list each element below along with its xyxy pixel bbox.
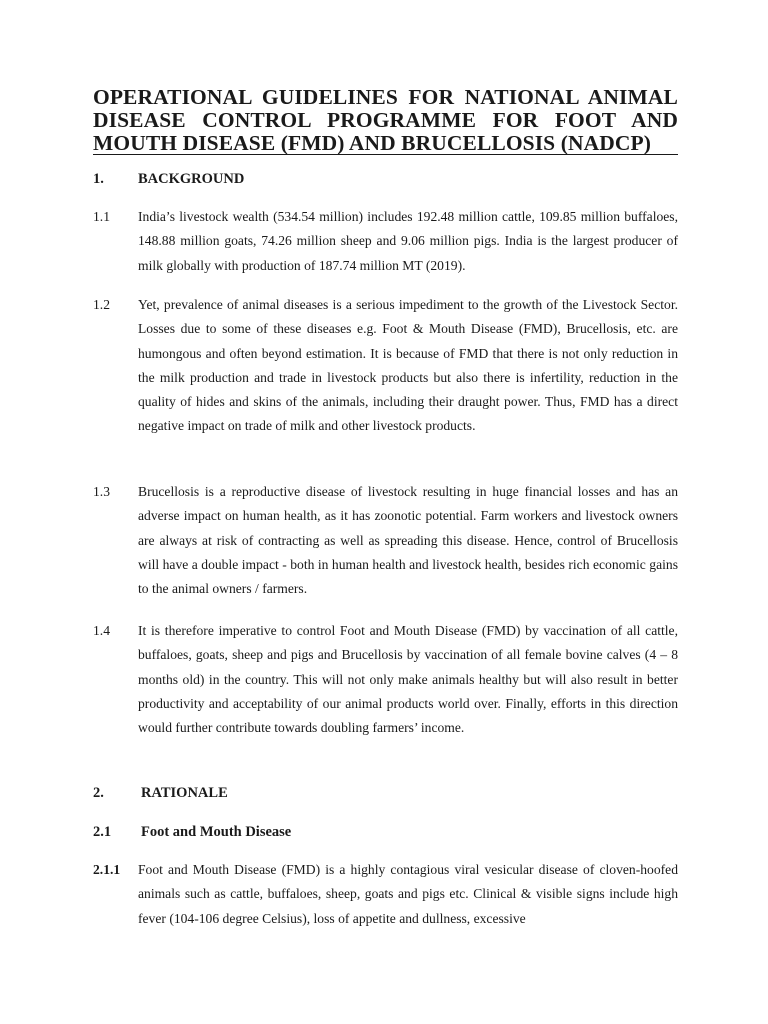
paragraph-text: Brucellosis is a reproductive disease of livestock resulting in huge financial losses and has an adverse impact on human health, as it has zoonotic potential. Farm workers and livestock owners are always at risk of contracting as well as spreading this disease. Hence, control of Brucellosis will have a double impact - both in human health and livestock health, besides rich economic gains to the animal owners / farmers. bbox=[138, 484, 678, 597]
document-title: OPERATIONAL GUIDELINES FOR NATIONAL ANIMAL DISEASE CONTROL PROGRAMME FOR FOOT AND MOUTH DISEASE (FMD) AND BRUCELLOSIS (NADCP) bbox=[93, 85, 678, 155]
paragraph-text: Foot and Mouth Disease (FMD) is a highly contagious viral vesicular disease of cloven-hoofed animals such as cattle, buffaloes, sheep, goats and pigs etc. Clinical & visible signs include high fever (104-106 degree Celsius), loss of appetite and dullness, excessive bbox=[138, 862, 678, 926]
section-heading-background bbox=[93, 170, 678, 188]
title-underline bbox=[93, 154, 678, 155]
paragraph-number: 2.1.1 bbox=[93, 862, 121, 877]
section-number: 2. bbox=[93, 785, 104, 801]
subsection-number: 2.1 bbox=[93, 824, 112, 840]
paragraph-text: Yet, prevalence of animal diseases is a serious impediment to the growth of the Livestock Sector. Losses due to some of these diseases e.g. Foot & Mouth Disease (FMD), Brucellosis, etc. are humongous and often beyond estimation. It is because of FMD that there is not only reduction in the milk production and trade in livestock products but also there is infertility, reduction in the quality of hides and skins of the animals, including their draught power. Thus, FMD has a direct negative impact on trade of milk and other livestock products. bbox=[138, 297, 678, 434]
section-number: 1. bbox=[93, 171, 104, 187]
paragraph-1-2 bbox=[93, 293, 678, 439]
paragraph-number: 1.3 bbox=[93, 484, 110, 499]
subsection-title: Foot and Mouth Disease bbox=[141, 824, 292, 840]
subsection-heading-fmd bbox=[93, 823, 678, 841]
paragraph-number: 1.1 bbox=[93, 209, 110, 224]
paragraph-1-3 bbox=[93, 480, 678, 601]
paragraph-1-1 bbox=[93, 205, 678, 278]
section-title: RATIONALE bbox=[141, 785, 228, 801]
paragraph-text: It is therefore imperative to control Foot and Mouth Disease (FMD) by vaccination of all cattle, buffaloes, goats, sheep and pigs and Brucellosis by vaccination of all female bovine calves (4 – 8 months old) in the country. This will not only make animals healthy but will also result in better productivity and acceptability of our animal products world over. Finally, efforts in this direction would further contribute towards doubling farmers’ income. bbox=[138, 623, 678, 736]
paragraph-number: 1.2 bbox=[93, 297, 110, 312]
paragraph-1-4 bbox=[93, 619, 678, 740]
paragraph-2-1-1 bbox=[93, 858, 678, 931]
paragraph-text: India’s livestock wealth (534.54 million) includes 192.48 million cattle, 109.85 million buffaloes, 148.88 million goats, 74.26 million sheep and 9.06 million pigs. India is the largest producer of milk globally with production of 187.74 million MT (2019). bbox=[138, 209, 678, 273]
paragraph-number: 1.4 bbox=[93, 623, 110, 638]
section-title: BACKGROUND bbox=[138, 171, 245, 187]
section-heading-rationale bbox=[93, 784, 678, 802]
